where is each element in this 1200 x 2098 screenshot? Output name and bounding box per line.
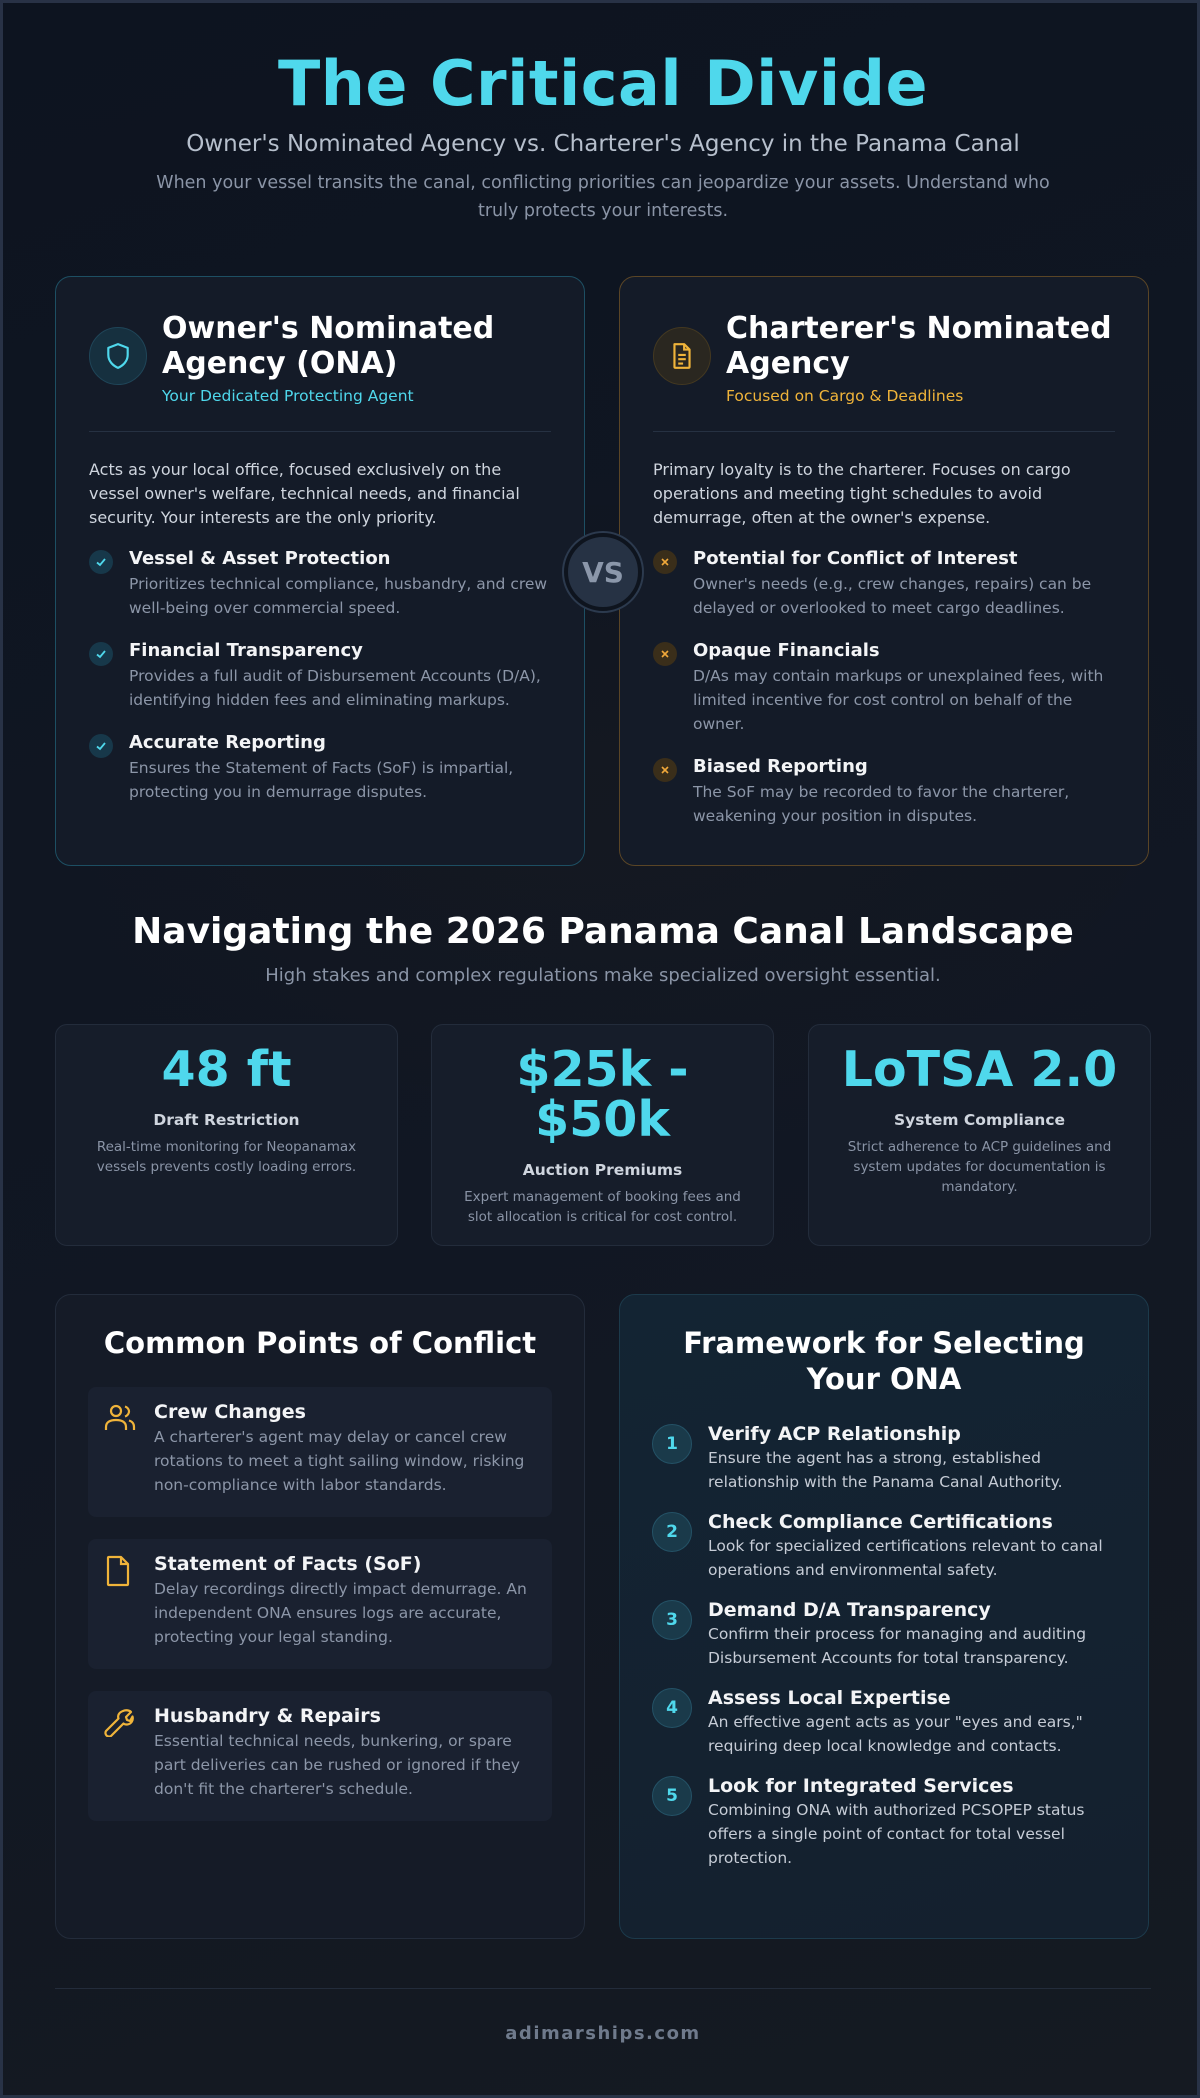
ona-description: Acts as your local office, focused exclusively on the vessel owner's welfare, technical needs, and financial security. Your interests are the only priority. [89,460,520,527]
cna-point-text: The SoF may be recorded to favor the charterer, weakening your position in disputes. [693,783,1070,825]
cna-divider [653,431,1115,432]
cna-point-text: D/As may contain markups or unexplained fees, with limited incentive for cost control on behalf of the owner. [693,667,1104,733]
cna-card-header [653,311,1115,405]
stat-card [431,1024,774,1246]
ona-card-header [89,311,551,405]
ona-point-text: Ensures the Statement of Facts (SoF) is impartial, protecting you in demurrage disputes. [129,759,514,801]
step-text: Combining ONA with authorized PCSOPEP status offers a single point of contact for total vessel protection. [708,1801,1085,1867]
stat-label: Auction Premiums [522,1161,683,1179]
stat-label: System Compliance [893,1111,1066,1129]
ona-card [55,276,585,866]
framework-step [652,1687,1116,1758]
cna-point [653,640,1115,736]
conflict-item-text: Essential technical needs, bunkering, or spare part deliveries can be rushed or ignored if they don't fit the charterer's schedule. [154,1732,520,1798]
cna-title: Charterer's Nominated Agency [726,311,1112,381]
cna-point [653,548,1115,620]
step-number: 4 [652,1688,692,1728]
stat-value: $25k - $50k [516,1041,689,1148]
conflict-item [88,1691,552,1821]
framework-step [652,1423,1116,1494]
ona-points [89,548,551,804]
page-intro: When your vessel transits the canal, conflicting priorities can jeopardize your assets. Understand who truly protects your interests. [156,173,1050,221]
ona-point [89,732,551,804]
ona-point-title: Financial Transparency [129,640,363,661]
conflict-title: Common Points of Conflict [103,1326,537,1360]
page-title: The Critical Divide [277,47,929,120]
document-icon [653,327,711,385]
cna-point-text: Owner's needs (e.g., crew changes, repairs) can be delayed or overlooked to meet cargo deadlines. [693,575,1092,617]
step-text: Look for specialized certifications relevant to canal operations and environmental safety. [708,1537,1103,1579]
step-text: Confirm their process for managing and auditing Disbursement Accounts for total transparency. [708,1625,1087,1667]
framework-step [652,1775,1116,1870]
cna-point-title: Potential for Conflict of Interest [693,548,1018,569]
step-title: Look for Integrated Services [708,1775,1014,1797]
conflict-item-text: Delay recordings directly impact demurrage. An independent ONA ensures logs are accurate, protecting your legal standing. [154,1580,527,1646]
conflict-list [88,1387,552,1821]
check-icon [89,550,113,574]
check-icon [89,642,113,666]
ona-point-title: Accurate Reporting [129,732,326,753]
cna-point-title: Biased Reporting [693,756,868,777]
conflict-item-title: Crew Changes [154,1401,306,1423]
conflict-item [88,1539,552,1669]
framework-step [652,1599,1116,1670]
ona-point-text: Provides a full audit of Disbursement Accounts (D/A), identifying hidden fees and eliminating markups. [129,667,541,709]
ona-point-text: Prioritizes technical compliance, husbandry, and crew well-being over commercial speed. [129,575,548,617]
landscape-title: Navigating the 2026 Panama Canal Landscape [132,911,1074,952]
step-number: 5 [652,1776,692,1816]
cna-point-title: Opaque Financials [693,640,880,661]
stat-card [55,1024,398,1246]
vs-badge: VS [564,533,642,611]
stat-value: LoTSA 2.0 [841,1041,1118,1098]
step-title: Check Compliance Certifications [708,1511,1053,1533]
step-number: 1 [652,1424,692,1464]
step-text: Ensure the agent has a strong, established relationship with the Panama Canal Authority. [708,1449,1063,1491]
step-title: Demand D/A Transparency [708,1599,991,1621]
conflict-panel [55,1294,585,1939]
ona-point-title: Vessel & Asset Protection [129,548,391,569]
cna-points [653,548,1115,828]
ona-point [89,548,551,620]
framework-step [652,1511,1116,1582]
framework-title: Framework for Selecting Your ONA [683,1326,1085,1396]
framework-steps [652,1423,1116,1870]
x-icon [653,642,677,666]
framework-panel [619,1294,1149,1939]
stat-text: Real-time monitoring for Neopanamax vessels prevents costly loading errors. [96,1139,357,1175]
footer-divider [55,1988,1151,1989]
conflict-item-title: Statement of Facts (SoF) [154,1553,422,1575]
step-title: Verify ACP Relationship [708,1423,961,1445]
landscape-subtitle: High stakes and complex regulations make specialized oversight essential. [265,965,941,986]
cna-description: Primary loyalty is to the charterer. Focuses on cargo operations and meeting tight schedules to avoid demurrage, often at the owner's expense. [653,460,1071,527]
ona-divider [89,431,551,432]
conflict-item-title: Husbandry & Repairs [154,1705,381,1727]
ona-point [89,640,551,712]
stat-card [808,1024,1151,1246]
cna-point [653,756,1115,828]
step-number: 2 [652,1512,692,1552]
wrench-icon [104,1707,140,1737]
ona-title: Owner's Nominated Agency (ONA) [162,311,495,381]
stat-value: 48 ft [161,1041,292,1098]
step-title: Assess Local Expertise [708,1687,951,1709]
check-icon [89,734,113,758]
ona-tagline: Your Dedicated Protecting Agent [162,387,414,405]
cna-card [619,276,1149,866]
step-text: An effective agent acts as your "eyes and ears," requiring deep local knowledge and contacts. [708,1713,1083,1755]
x-icon [653,758,677,782]
stat-text: Strict adherence to ACP guidelines and system updates for documentation is mandatory. [847,1139,1112,1195]
stat-text: Expert management of booking fees and slot allocation is critical for cost control. [464,1189,741,1225]
page-subtitle: Owner's Nominated Agency vs. Charterer's Agency in the Panama Canal [186,131,1020,157]
users-icon [104,1403,140,1433]
step-number: 3 [652,1600,692,1640]
shield-icon [89,327,147,385]
conflict-item-text: A charterer's agent may delay or cancel crew rotations to meet a tight sailing window, risking non-compliance with labor standards. [154,1428,525,1494]
cna-tagline: Focused on Cargo & Deadlines [726,387,964,405]
stat-label: Draft Restriction [153,1111,300,1129]
footer-site-link[interactable]: adimarships.com [505,2023,701,2044]
file-icon [104,1555,140,1587]
x-icon [653,550,677,574]
conflict-item [88,1387,552,1517]
